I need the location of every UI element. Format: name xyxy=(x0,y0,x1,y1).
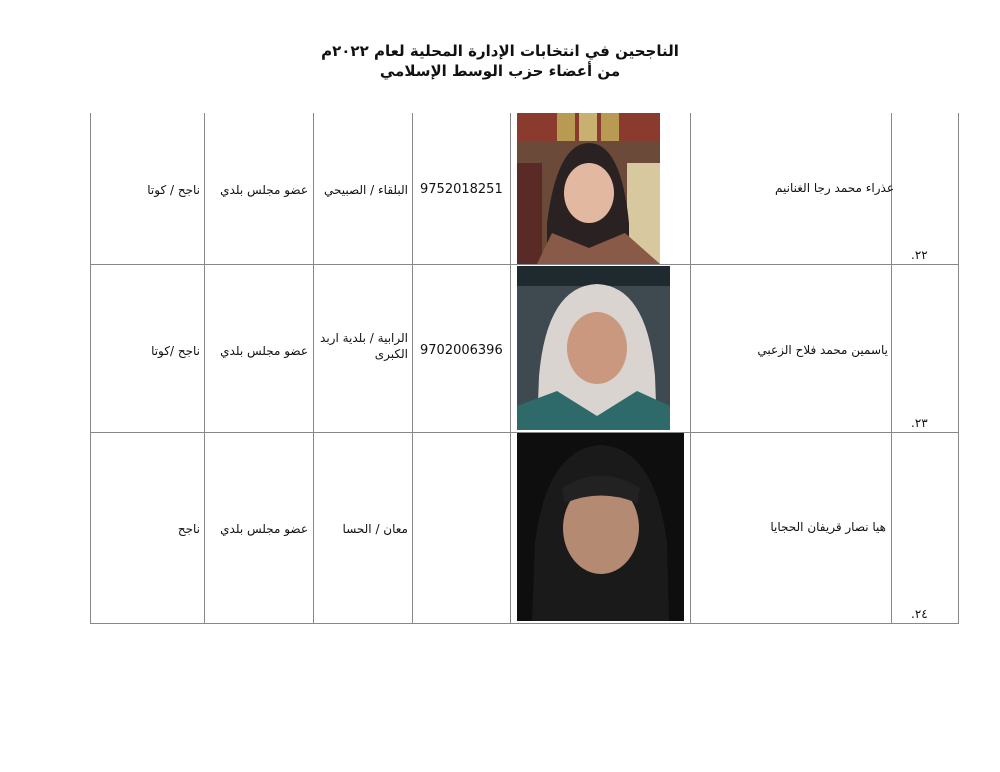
member-portrait-icon xyxy=(517,266,670,430)
page-title: الناجحين في انتخابات الإدارة المحلية لعام ٢٠٢٢م xyxy=(321,42,679,60)
location: معان / الحسا xyxy=(342,522,408,536)
result-status: ناجح / كوتا xyxy=(147,183,200,197)
member-portrait-icon xyxy=(517,113,660,264)
phone-number: 9702006396 xyxy=(420,343,503,358)
column-divider xyxy=(412,113,413,623)
position: عضو مجلس بلدي xyxy=(220,522,308,536)
candidate-name: هيا نصار قريفان الحجايا xyxy=(770,520,886,534)
column-divider xyxy=(510,113,511,623)
location: البلقاء / الصبيحي xyxy=(323,183,408,197)
candidate-name: ياسمين محمد فلاح الزعبي xyxy=(757,343,888,357)
row-index: ٢٢. xyxy=(911,248,928,262)
position: عضو مجلس بلدي xyxy=(220,344,308,358)
page-subtitle: من أعضاء حزب الوسط الإسلامي xyxy=(379,62,621,80)
location: الرابية / بلدية اربد الكبرى xyxy=(320,331,408,361)
member-portrait-icon xyxy=(517,433,684,621)
table-border-left xyxy=(90,113,91,623)
result-status: ناجح xyxy=(177,522,200,536)
result-status: ناجح /كوتا xyxy=(151,344,200,358)
column-divider xyxy=(204,113,205,623)
table-border-right xyxy=(958,113,959,623)
row-divider xyxy=(90,264,959,265)
candidate-name: عذراء محمد رجا الغنانيم xyxy=(775,181,894,195)
table-border-bottom xyxy=(90,623,959,624)
position: عضو مجلس بلدي xyxy=(220,183,308,197)
row-index: ٢٣. xyxy=(911,416,928,430)
column-divider xyxy=(690,113,691,623)
column-divider xyxy=(313,113,314,623)
row-index: ٢٤. xyxy=(911,607,928,621)
phone-number: 9752018251 xyxy=(420,182,503,197)
